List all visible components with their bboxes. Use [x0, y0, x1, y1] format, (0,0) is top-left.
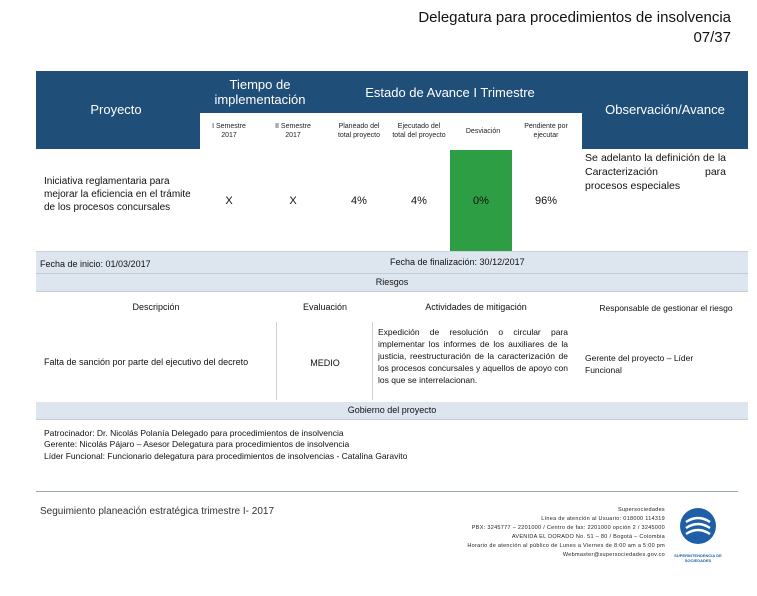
desviacion-value: 0%	[473, 194, 489, 207]
header-estado: Estado de Avance I Trimestre	[365, 84, 535, 100]
responsable-header: Responsable de gestionar el riesgo	[599, 303, 733, 313]
title-line-1: Delegatura para procedimientos de insolvencia	[418, 9, 731, 26]
gobierno-band	[36, 402, 748, 420]
supersociedades-logo	[672, 506, 724, 566]
fecha-inicio: Fecha de inicio: 01/03/2017	[40, 259, 151, 269]
header-proyecto: Proyecto	[90, 101, 142, 117]
footer-line: Supersociedades	[617, 507, 665, 513]
risk-divider-1	[276, 322, 277, 400]
riesgos-band	[36, 274, 748, 292]
descripcion-header: Descripción	[132, 301, 180, 312]
header-tiempo: Tiempo de implementación	[214, 77, 306, 107]
pendiente-value: 96%	[534, 195, 558, 207]
observacion-value: Se adelanto la definición de la Caracterización para procesos especiales	[585, 152, 726, 192]
gobierno-label: Gobierno del proyecto	[347, 405, 437, 415]
title-line-2: 07/37	[693, 29, 731, 46]
riesgo-actividades: Expedición de resolución o circular para implementar los informes de los auxiliares de la justicia, reestructuración de la caracterización de los procesos concursales y aquellos de apoyo con los que se interrelacionan.	[378, 327, 568, 385]
sem2-value: X	[289, 195, 297, 207]
footer-contact	[335, 506, 665, 560]
riesgo-responsable: Gerente del proyecto – Líder Funcional	[585, 353, 694, 375]
footer-left: Seguimiento planeación estratégica trimestre I- 2017	[40, 506, 275, 517]
sem1-value: X	[225, 195, 233, 207]
subheader-sem2: II Semestre 2017	[275, 123, 311, 139]
footer-line: Horario de atención al público de Lunes a Viernes de 8:00 am a 5:00 pm	[467, 543, 665, 549]
footer-line: Línea de atención al Usuario: 018000 114319	[541, 516, 665, 522]
desviacion-cell	[450, 150, 512, 251]
planeado-value: 4%	[351, 195, 367, 207]
document-title	[231, 8, 731, 48]
logo-text: SUPERINTENDENCIA DE SOCIEDADES	[674, 553, 722, 563]
logo-emblem-icon	[672, 506, 724, 546]
lider: Líder Funcional: Funcionario delegatura para procedimientos de insolvencias - Catalina Garavito	[44, 451, 408, 461]
project-name: Iniciativa reglamentaria para mejorar la eficiencia en el trámite de los procesos concursales	[44, 176, 191, 213]
evaluacion-header: Evaluación	[302, 301, 348, 312]
footer-line: PBX: 3245777 – 2201000 / Centro de fax: 2201000 opción 2 / 3245000	[471, 525, 665, 531]
subheader-planeado: Planeado del total proyecto	[337, 123, 381, 139]
riesgo-descripcion: Falta de sanción por parte del ejecutivo del decreto	[44, 357, 249, 367]
footer-line: AVENIDA EL DORADO No. 51 – 80 / Bogotá – Colombia	[511, 534, 665, 540]
subheader-ejecutado: Ejecutado del total del proyecto	[392, 123, 446, 139]
gerente: Gerente: Nicolás Pájaro – Asesor Delegatura para procedimientos de insolvencia	[44, 439, 350, 449]
subheader-pendiente: Pendiente por ejecutar	[524, 123, 568, 139]
riesgo-evaluacion: MEDIO	[310, 357, 340, 368]
patrocinador: Patrocinador: Dr. Nicolás Polanía Delegado para procedimientos de insolvencia	[44, 428, 344, 438]
footer-line: Webmaster@supersociedades.gov.co	[562, 552, 665, 558]
subheader-sem1: I Semestre 2017	[212, 123, 246, 139]
fecha-fin: Fecha de finalización: 30/12/2017	[390, 257, 525, 267]
actividades-header: Actividades de mitigación	[425, 301, 527, 312]
subheader-desviacion: Desviación	[465, 127, 501, 135]
ejecutado-value: 4%	[411, 195, 427, 207]
footer-rule	[36, 491, 738, 492]
header-observacion: Observación/Avance	[605, 101, 725, 117]
risk-divider-2	[372, 322, 373, 400]
riesgos-label: Riesgos	[375, 277, 409, 287]
